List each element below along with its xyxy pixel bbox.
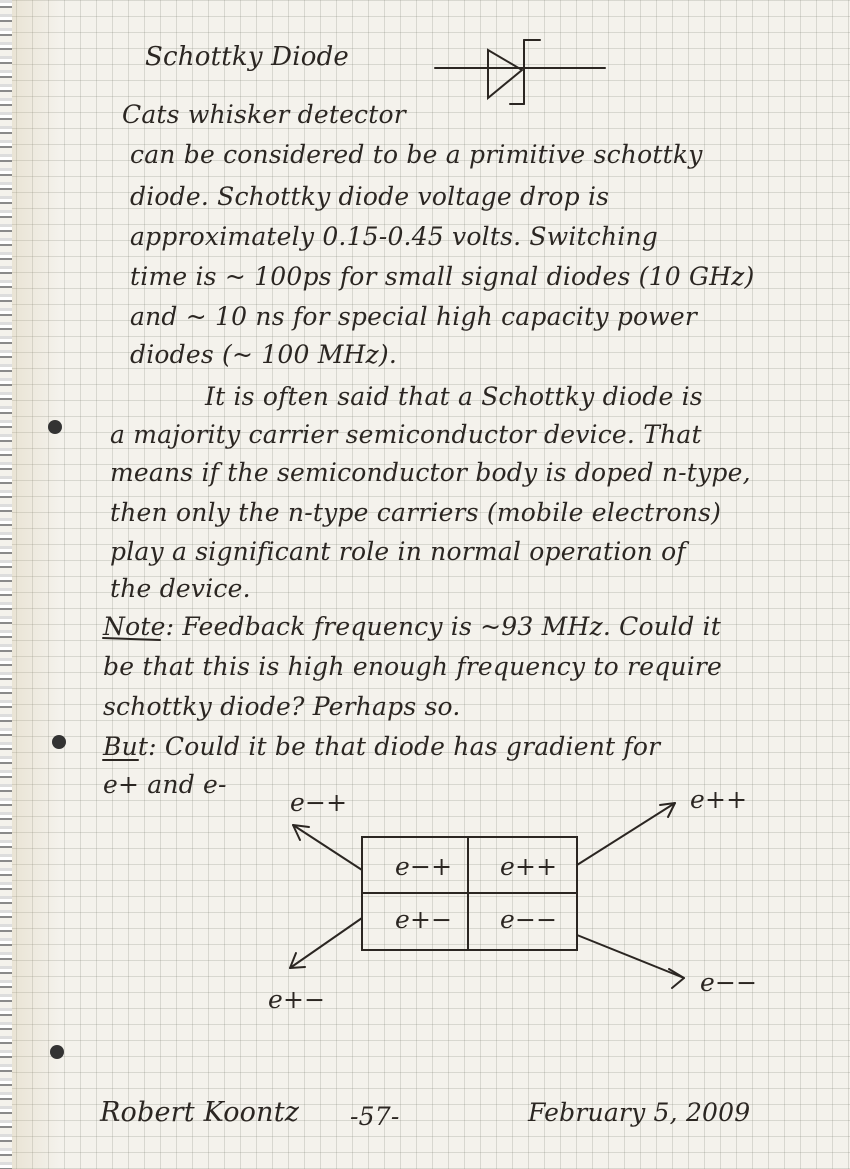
cell-label: e−+ bbox=[395, 852, 453, 881]
text-line: play a significant role in normal operation of bbox=[110, 537, 686, 566]
cell-label: e+− bbox=[395, 905, 453, 934]
text-line: e+ and e- bbox=[103, 770, 227, 799]
text-line: be that this is high enough frequency to require bbox=[103, 652, 723, 681]
arrow-top-left-icon bbox=[293, 825, 362, 870]
entry-date: February 5, 2009 bbox=[528, 1098, 751, 1127]
text-line: Cats whisker detector bbox=[122, 100, 406, 129]
arrow-label: e++ bbox=[690, 785, 748, 814]
text-line: diode. Schottky diode voltage drop is bbox=[130, 182, 610, 211]
but-line: But: Could it be that diode has gradient for bbox=[103, 732, 661, 761]
cell-label: e++ bbox=[500, 852, 558, 881]
author-signature: Robert Koontz bbox=[100, 1097, 300, 1128]
arrow-label: e−+ bbox=[290, 788, 348, 817]
text-line: time is ~ 100ps for small signal diodes (10 GHz) bbox=[130, 262, 755, 291]
arrow-label: e+− bbox=[268, 985, 326, 1014]
arrow-label: e−− bbox=[700, 968, 758, 997]
diode-symbol-icon bbox=[435, 40, 605, 104]
text-line: then only the n-type carriers (mobile electrons) bbox=[110, 498, 722, 527]
page-number: -57- bbox=[350, 1102, 400, 1131]
text-line: schottky diode? Perhaps so. bbox=[103, 692, 461, 721]
arrow-bottom-left-icon bbox=[290, 918, 362, 968]
text-line: It is often said that a Schottky diode is bbox=[205, 382, 703, 411]
text-line: the device. bbox=[110, 574, 251, 603]
text-line: approximately 0.15-0.45 volts. Switching bbox=[130, 222, 658, 251]
arrow-top-right-icon bbox=[577, 803, 675, 865]
arrow-bottom-right-icon bbox=[577, 935, 684, 988]
text-line: diodes (~ 100 MHz). bbox=[130, 340, 398, 369]
cell-label: e−− bbox=[500, 905, 558, 934]
text-line: and ~ 10 ns for special high capacity power bbox=[130, 302, 698, 331]
text-line: means if the semiconductor body is doped n-type, bbox=[110, 458, 751, 487]
text-line: a majority carrier semiconductor device. That bbox=[110, 420, 702, 449]
page-title: Schottky Diode bbox=[145, 42, 350, 72]
note-line: Note: Feedback frequency is ~93 MHz. Could it bbox=[103, 612, 721, 641]
text-line: can be considered to be a primitive schottky bbox=[130, 140, 703, 169]
